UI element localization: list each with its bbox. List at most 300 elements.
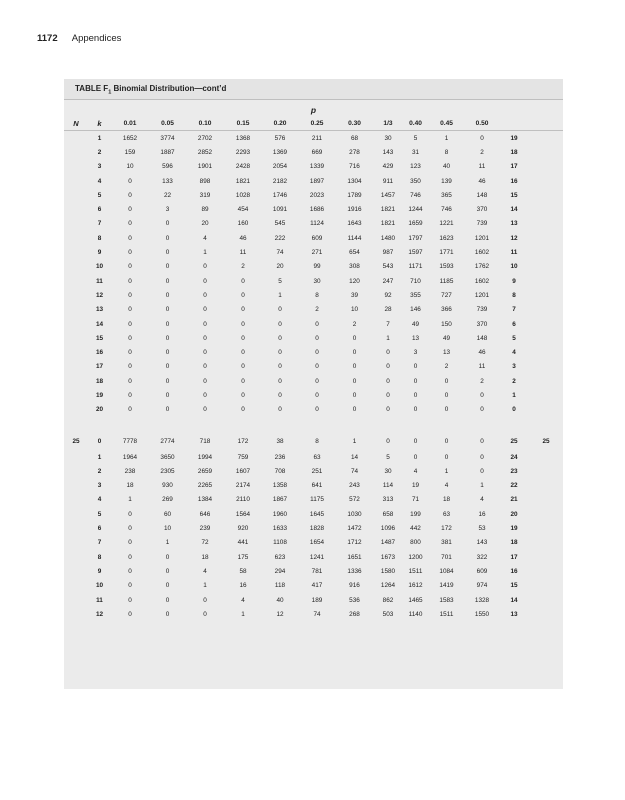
value-cell: 2 bbox=[352, 320, 357, 328]
value-cell: 46 bbox=[478, 177, 486, 185]
value-cell: 0 bbox=[165, 377, 170, 385]
n-cell bbox=[64, 131, 88, 146]
reverse-n-cell bbox=[529, 550, 563, 564]
value-cell: 99 bbox=[313, 263, 321, 271]
value-cell: 0 bbox=[315, 377, 319, 385]
column-header: 0.15 bbox=[224, 116, 262, 131]
table-body bbox=[64, 131, 563, 622]
page-header bbox=[37, 33, 121, 44]
column-header: 0.50 bbox=[465, 116, 499, 131]
value-cell: 159 bbox=[124, 148, 136, 156]
reverse-k-cell: 15 bbox=[510, 191, 518, 199]
value-cell: 1887 bbox=[160, 148, 175, 156]
value-cell: 441 bbox=[237, 539, 249, 547]
value-cell: 0 bbox=[165, 320, 170, 328]
reverse-k-cell: 9 bbox=[512, 277, 516, 285]
table-row bbox=[64, 202, 563, 216]
value-cell: 2054 bbox=[272, 163, 288, 171]
column-header: 1/3 bbox=[373, 116, 403, 131]
column-header: 0.30 bbox=[336, 116, 373, 131]
value-cell: 0 bbox=[128, 191, 132, 199]
value-cell: 1612 bbox=[408, 582, 423, 590]
column-header: 0.10 bbox=[186, 116, 224, 131]
value-cell: 572 bbox=[349, 496, 360, 504]
table-row bbox=[64, 607, 563, 621]
value-cell: 1607 bbox=[235, 467, 251, 475]
n-cell bbox=[64, 493, 88, 507]
value-cell: 370 bbox=[476, 206, 488, 214]
table-row bbox=[64, 145, 563, 159]
table-row bbox=[64, 388, 563, 402]
reverse-n-cell bbox=[529, 374, 563, 388]
k-cell: 4 bbox=[97, 177, 102, 185]
k-cell: 14 bbox=[95, 320, 104, 328]
value-cell: 0 bbox=[241, 320, 245, 328]
value-cell: 0 bbox=[203, 334, 207, 342]
column-header: 0.25 bbox=[298, 116, 336, 131]
reverse-k-cell: 2 bbox=[512, 377, 516, 385]
value-cell: 0 bbox=[241, 391, 245, 399]
value-cell: 1384 bbox=[197, 496, 213, 504]
value-cell: 143 bbox=[382, 148, 394, 156]
n-cell bbox=[64, 360, 88, 374]
table-row bbox=[64, 374, 563, 388]
value-cell: 222 bbox=[274, 234, 286, 242]
value-cell: 30 bbox=[313, 277, 321, 285]
n-cell: 25 bbox=[72, 438, 80, 446]
value-cell: 239 bbox=[199, 525, 211, 533]
k-cell: 11 bbox=[96, 596, 103, 604]
k-cell: 5 bbox=[97, 510, 102, 518]
value-cell: 3774 bbox=[160, 134, 175, 142]
table-row bbox=[64, 360, 563, 374]
value-cell: 4 bbox=[203, 567, 207, 575]
table-row bbox=[64, 521, 563, 535]
reverse-k-cell: 18 bbox=[510, 148, 518, 156]
value-cell: 294 bbox=[274, 567, 286, 575]
table-row bbox=[64, 288, 563, 302]
reverse-n-cell bbox=[529, 174, 563, 188]
reverse-k-cell: 19 bbox=[510, 525, 518, 533]
table-row bbox=[64, 479, 563, 493]
k-cell: 15 bbox=[95, 334, 104, 342]
value-cell: 1028 bbox=[235, 191, 251, 199]
value-cell: 0 bbox=[165, 349, 170, 357]
n-cell bbox=[64, 579, 88, 593]
value-cell: 1175 bbox=[310, 496, 324, 504]
value-cell: 974 bbox=[476, 582, 488, 590]
n-cell bbox=[64, 274, 88, 288]
value-cell: 1 bbox=[352, 438, 357, 446]
k-cell: 9 bbox=[97, 567, 102, 575]
value-cell: 1369 bbox=[272, 148, 288, 156]
value-cell: 4 bbox=[444, 482, 449, 490]
k-cell: 6 bbox=[97, 525, 102, 533]
value-cell: 0 bbox=[444, 391, 449, 399]
value-cell: 2 bbox=[480, 377, 484, 385]
value-cell: 60 bbox=[163, 510, 172, 518]
value-cell: 1593 bbox=[439, 263, 454, 271]
reverse-n-cell bbox=[529, 202, 563, 216]
column-header bbox=[529, 116, 563, 131]
value-cell: 46 bbox=[239, 234, 247, 242]
value-cell: 2174 bbox=[235, 482, 251, 490]
value-cell: 0 bbox=[480, 453, 484, 461]
value-cell: 1821 bbox=[235, 177, 251, 185]
reverse-k-cell: 10 bbox=[510, 263, 518, 271]
reverse-k-cell: 20 bbox=[510, 510, 518, 518]
value-cell: 0 bbox=[128, 349, 132, 357]
value-cell: 0 bbox=[203, 363, 207, 371]
value-cell: 1140 bbox=[408, 610, 423, 618]
n-cell bbox=[64, 202, 88, 216]
n-cell bbox=[64, 217, 88, 231]
value-cell: 1108 bbox=[273, 539, 287, 547]
value-cell: 1 bbox=[386, 334, 390, 342]
value-cell: 658 bbox=[382, 510, 394, 518]
value-cell: 1821 bbox=[380, 220, 396, 228]
column-header: 0.01 bbox=[111, 116, 149, 131]
value-cell: 268 bbox=[349, 610, 360, 618]
value-cell: 247 bbox=[382, 277, 394, 285]
value-cell: 211 bbox=[311, 134, 323, 142]
reverse-k-cell: 8 bbox=[512, 291, 516, 299]
table-row bbox=[64, 345, 563, 359]
table-row bbox=[64, 434, 563, 450]
value-cell: 739 bbox=[476, 220, 488, 228]
value-cell: 18 bbox=[126, 482, 134, 490]
reverse-n-cell: 25 bbox=[542, 438, 550, 446]
value-cell: 0 bbox=[444, 406, 449, 414]
value-cell: 0 bbox=[203, 306, 207, 314]
value-cell: 0 bbox=[128, 406, 132, 414]
k-cell: 7 bbox=[97, 220, 102, 228]
value-cell: 49 bbox=[411, 320, 420, 328]
value-cell: 0 bbox=[386, 363, 390, 371]
column-header: k bbox=[88, 116, 111, 131]
reverse-n-cell bbox=[529, 317, 563, 331]
value-cell: 3 bbox=[165, 206, 170, 214]
k-cell: 2 bbox=[97, 467, 102, 475]
value-cell: 1602 bbox=[474, 277, 490, 285]
k-cell: 20 bbox=[95, 406, 104, 414]
reverse-n-cell bbox=[529, 231, 563, 245]
value-cell: 442 bbox=[410, 525, 421, 533]
value-cell: 2023 bbox=[309, 191, 325, 199]
k-cell: 0 bbox=[97, 438, 102, 446]
value-cell: 2702 bbox=[197, 134, 213, 142]
reverse-k-cell: 6 bbox=[512, 320, 516, 328]
value-cell: 0 bbox=[165, 582, 170, 590]
value-cell: 74 bbox=[313, 610, 321, 618]
value-cell: 0 bbox=[128, 177, 132, 185]
value-cell: 0 bbox=[480, 406, 484, 414]
value-cell: 123 bbox=[410, 163, 421, 171]
value-cell: 18 bbox=[442, 496, 451, 504]
reverse-k-cell: 4 bbox=[512, 349, 516, 357]
section-gap bbox=[64, 417, 563, 434]
value-cell: 0 bbox=[278, 406, 282, 414]
value-cell: 12 bbox=[276, 610, 284, 618]
value-cell: 1771 bbox=[439, 249, 454, 257]
value-cell: 46 bbox=[478, 349, 486, 357]
value-cell: 1673 bbox=[380, 553, 396, 561]
value-cell: 0 bbox=[128, 291, 132, 299]
value-cell: 0 bbox=[128, 567, 132, 575]
value-cell: 0 bbox=[128, 553, 132, 561]
value-cell: 0 bbox=[203, 406, 207, 414]
value-cell: 2 bbox=[480, 148, 484, 156]
value-cell: 1 bbox=[444, 134, 449, 142]
value-cell: 0 bbox=[278, 349, 282, 357]
value-cell: 0 bbox=[165, 334, 170, 342]
table-row bbox=[64, 160, 563, 174]
k-cell: 2 bbox=[97, 148, 102, 156]
value-cell: 0 bbox=[413, 438, 418, 446]
value-cell: 38 bbox=[276, 438, 284, 446]
reverse-n-cell bbox=[529, 274, 563, 288]
reverse-k-cell: 5 bbox=[512, 334, 516, 342]
value-cell: 0 bbox=[278, 306, 282, 314]
value-cell: 172 bbox=[441, 525, 452, 533]
value-cell: 10 bbox=[126, 163, 134, 171]
value-cell: 1511 bbox=[439, 610, 454, 618]
value-cell: 74 bbox=[276, 249, 284, 257]
value-cell: 1746 bbox=[272, 191, 288, 199]
value-cell: 1200 bbox=[408, 553, 423, 561]
value-cell: 0 bbox=[128, 525, 132, 533]
value-cell: 609 bbox=[476, 567, 488, 575]
value-cell: 1821 bbox=[380, 206, 396, 214]
value-cell: 0 bbox=[165, 277, 170, 285]
value-cell: 89 bbox=[201, 206, 209, 214]
value-cell: 646 bbox=[199, 510, 211, 518]
value-cell: 150 bbox=[441, 320, 452, 328]
table-row bbox=[64, 188, 563, 202]
table-row bbox=[64, 274, 563, 288]
n-cell bbox=[64, 550, 88, 564]
n-cell bbox=[64, 507, 88, 521]
value-cell: 1084 bbox=[439, 567, 454, 575]
k-cell: 8 bbox=[97, 234, 102, 242]
value-cell: 143 bbox=[476, 539, 488, 547]
value-cell: 39 bbox=[350, 291, 359, 299]
value-cell: 16 bbox=[239, 582, 247, 590]
reverse-k-cell: 14 bbox=[510, 206, 518, 214]
value-cell: 7 bbox=[386, 320, 390, 328]
value-cell: 13 bbox=[411, 334, 420, 342]
table-row bbox=[64, 331, 563, 345]
value-cell: 0 bbox=[386, 438, 390, 446]
table-row bbox=[64, 507, 563, 521]
k-cell: 13 bbox=[95, 306, 104, 314]
value-cell: 8 bbox=[315, 438, 319, 446]
value-cell: 1964 bbox=[122, 453, 138, 461]
table-row bbox=[64, 450, 563, 464]
reverse-k-cell: 15 bbox=[510, 582, 518, 590]
value-cell: 0 bbox=[203, 391, 207, 399]
value-cell: 0 bbox=[413, 363, 418, 371]
value-cell: 0 bbox=[315, 391, 319, 399]
value-cell: 1241 bbox=[309, 553, 325, 561]
value-cell: 0 bbox=[165, 567, 170, 575]
value-cell: 1472 bbox=[347, 525, 362, 533]
value-cell: 53 bbox=[478, 525, 486, 533]
value-cell: 139 bbox=[441, 177, 452, 185]
table-row bbox=[64, 303, 563, 317]
value-cell: 2428 bbox=[235, 163, 251, 171]
value-cell: 576 bbox=[274, 134, 286, 142]
value-cell: 0 bbox=[315, 406, 319, 414]
k-cell: 4 bbox=[97, 496, 102, 504]
value-cell: 641 bbox=[311, 482, 323, 490]
value-cell: 781 bbox=[311, 567, 323, 575]
value-cell: 1 bbox=[241, 610, 245, 618]
reverse-n-cell bbox=[529, 450, 563, 464]
value-cell: 0 bbox=[203, 377, 207, 385]
value-cell: 545 bbox=[274, 220, 286, 228]
value-cell: 0 bbox=[278, 377, 282, 385]
n-cell bbox=[64, 403, 88, 417]
value-cell: 0 bbox=[413, 453, 418, 461]
value-cell: 0 bbox=[352, 349, 357, 357]
value-cell: 1712 bbox=[347, 539, 362, 547]
value-cell: 0 bbox=[128, 610, 132, 618]
value-cell: 669 bbox=[311, 148, 323, 156]
table-row bbox=[64, 217, 563, 231]
value-cell: 1686 bbox=[309, 206, 325, 214]
value-cell: 355 bbox=[410, 291, 421, 299]
value-cell: 2305 bbox=[160, 467, 175, 475]
k-cell: 1 bbox=[97, 453, 102, 461]
value-cell: 160 bbox=[237, 220, 249, 228]
value-cell: 1 bbox=[278, 291, 282, 299]
n-cell bbox=[64, 374, 88, 388]
n-cell bbox=[64, 145, 88, 159]
reverse-k-cell: 11 bbox=[510, 249, 518, 257]
value-cell: 1096 bbox=[380, 525, 396, 533]
value-cell: 0 bbox=[128, 263, 132, 271]
value-cell: 1643 bbox=[347, 220, 362, 228]
value-cell: 2774 bbox=[160, 438, 175, 446]
value-cell: 1185 bbox=[439, 277, 454, 285]
n-cell bbox=[64, 188, 88, 202]
value-cell: 3650 bbox=[160, 453, 175, 461]
value-cell: 916 bbox=[349, 582, 360, 590]
value-cell: 1339 bbox=[309, 163, 325, 171]
k-cell: 11 bbox=[96, 277, 103, 285]
value-cell: 898 bbox=[199, 177, 211, 185]
value-cell: 0 bbox=[352, 363, 357, 371]
value-cell: 146 bbox=[410, 306, 421, 314]
value-cell: 0 bbox=[165, 610, 170, 618]
value-cell: 1465 bbox=[408, 596, 423, 604]
value-cell: 0 bbox=[315, 349, 319, 357]
value-cell: 313 bbox=[382, 496, 394, 504]
value-cell: 4 bbox=[241, 596, 245, 604]
column-header: N bbox=[64, 116, 88, 131]
reverse-n-cell bbox=[529, 288, 563, 302]
value-cell: 148 bbox=[476, 191, 488, 199]
binomial-table bbox=[64, 79, 563, 689]
value-cell: 0 bbox=[386, 391, 390, 399]
value-cell: 5 bbox=[278, 277, 282, 285]
value-cell: 2182 bbox=[272, 177, 288, 185]
value-cell: 2265 bbox=[197, 482, 213, 490]
value-cell: 63 bbox=[313, 453, 321, 461]
value-cell: 0 bbox=[165, 249, 170, 257]
value-cell: 800 bbox=[410, 539, 421, 547]
value-cell: 0 bbox=[278, 334, 282, 342]
value-cell: 20 bbox=[201, 220, 209, 228]
value-cell: 1645 bbox=[309, 510, 325, 518]
value-cell: 0 bbox=[128, 334, 132, 342]
value-cell: 40 bbox=[442, 163, 451, 171]
value-cell: 238 bbox=[124, 467, 136, 475]
value-cell: 429 bbox=[382, 163, 394, 171]
value-cell: 1336 bbox=[347, 567, 362, 575]
table-row bbox=[64, 317, 563, 331]
value-cell: 0 bbox=[480, 134, 484, 142]
reverse-n-cell bbox=[529, 464, 563, 478]
reverse-n-cell bbox=[529, 564, 563, 578]
value-cell: 0 bbox=[165, 220, 170, 228]
k-cell: 5 bbox=[97, 191, 102, 199]
value-cell: 189 bbox=[311, 596, 323, 604]
value-cell: 8 bbox=[444, 148, 449, 156]
k-cell: 19 bbox=[95, 391, 104, 399]
value-cell: 58 bbox=[239, 567, 247, 575]
value-cell: 1762 bbox=[474, 263, 490, 271]
value-cell: 0 bbox=[315, 320, 319, 328]
value-cell: 0 bbox=[315, 363, 319, 371]
value-cell: 0 bbox=[241, 291, 245, 299]
n-cell bbox=[64, 345, 88, 359]
k-cell: 7 bbox=[97, 539, 102, 547]
value-cell: 350 bbox=[410, 177, 421, 185]
value-cell: 148 bbox=[476, 334, 488, 342]
value-cell: 0 bbox=[278, 391, 282, 399]
value-cell: 11 bbox=[478, 163, 486, 171]
k-cell: 9 bbox=[97, 249, 102, 257]
value-cell: 251 bbox=[311, 467, 323, 475]
value-cell: 1264 bbox=[380, 582, 396, 590]
reverse-k-cell: 14 bbox=[510, 596, 518, 604]
column-header: 0.45 bbox=[428, 116, 465, 131]
k-cell: 8 bbox=[97, 553, 102, 561]
reverse-k-cell: 22 bbox=[510, 482, 518, 490]
value-cell: 3 bbox=[413, 349, 418, 357]
value-cell: 987 bbox=[382, 249, 394, 257]
n-cell bbox=[64, 245, 88, 259]
reverse-n-cell bbox=[529, 493, 563, 507]
value-cell: 716 bbox=[349, 163, 360, 171]
k-cell: 3 bbox=[97, 163, 102, 171]
value-cell: 1 bbox=[444, 467, 449, 475]
table-caption: TABLE $F_1$ Binomial Distribution—cont’d bbox=[64, 79, 563, 100]
value-cell: 0 bbox=[165, 363, 170, 371]
value-cell: 1897 bbox=[309, 177, 325, 185]
value-cell: 1030 bbox=[347, 510, 362, 518]
value-cell: 19 bbox=[411, 482, 420, 490]
value-cell: 0 bbox=[352, 406, 357, 414]
k-cell: 3 bbox=[97, 482, 102, 490]
data-table bbox=[64, 100, 563, 622]
value-cell: 0 bbox=[165, 306, 170, 314]
n-cell bbox=[64, 231, 88, 245]
value-cell: 1828 bbox=[309, 525, 325, 533]
value-cell: 0 bbox=[241, 277, 245, 285]
